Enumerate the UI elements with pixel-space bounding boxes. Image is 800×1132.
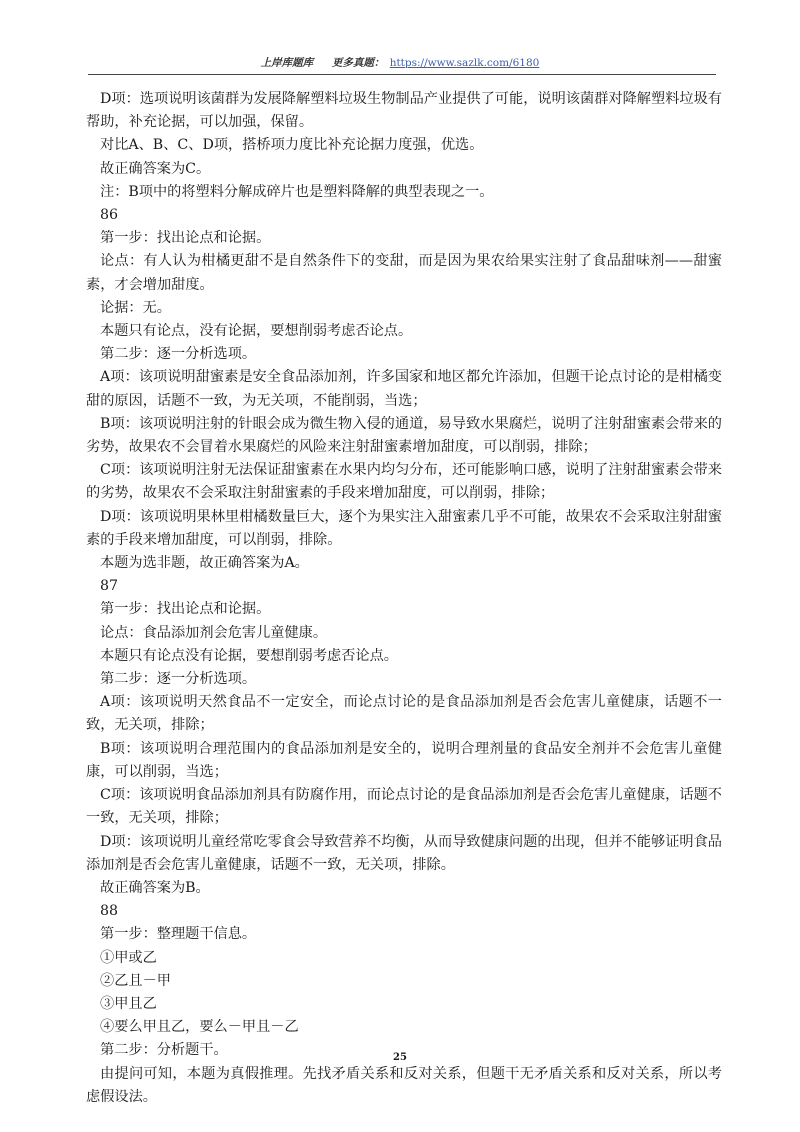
paragraph: 第一步：整理题干信息。 bbox=[100, 926, 257, 943]
paragraph: 本题只有论点，没有论据，要想削弱考虑否论点。 bbox=[100, 323, 413, 340]
paragraph: 注：B项中的将塑料分解成碎片也是塑料降解的典型表现之一。 bbox=[100, 183, 494, 200]
header-brand: 上岸库题库 bbox=[260, 57, 314, 69]
paragraph: 第一步：找出论点和论据。 bbox=[100, 601, 271, 618]
question-number: 88 bbox=[100, 903, 119, 920]
paragraph: D项：该项说明儿童经常吃零食会导致营养不均衡，从而导致健康问题的出现，但并不能够证明食品添加剂是否会危害儿童健康，话题不一致，无关项，排除。 bbox=[86, 833, 722, 873]
paragraph: ②乙且－甲 bbox=[100, 972, 171, 989]
header-label: 更多真题： bbox=[331, 57, 385, 69]
page-content bbox=[86, 88, 722, 1109]
paragraph: 本题为选非题，故正确答案为A。 bbox=[100, 555, 309, 572]
paragraph: ①甲或乙 bbox=[100, 949, 157, 966]
page-header bbox=[0, 56, 800, 70]
header-link[interactable]: https://www.sazlk.com/6180 bbox=[389, 57, 540, 69]
paragraph: C项：该项说明食品添加剂具有防腐作用，而论点讨论的是食品添加剂是否会危害儿童健康，话题不一致，无关项，排除； bbox=[86, 787, 722, 827]
paragraph: 论据：无。 bbox=[100, 299, 171, 316]
paragraph: ④要么甲且乙，要么－甲且－乙 bbox=[100, 1019, 299, 1036]
paragraph: 对比A、B、C、D项，搭桥项力度比补充论据力度强，优选。 bbox=[100, 137, 484, 154]
paragraph: 本题只有论点没有论据，要想削弱考虑否论点。 bbox=[100, 647, 398, 664]
question-number: 86 bbox=[100, 207, 119, 224]
paragraph: A项：该项说明甜蜜素是安全食品添加剂，许多国家和地区都允许添加，但题干论点讨论的是柑橘变甜的原因，话题不一致，为无关项，不能削弱，当选； bbox=[86, 369, 722, 409]
paragraph: 故正确答案为C。 bbox=[100, 160, 211, 177]
paragraph: 第二步：逐一分析选项。 bbox=[100, 671, 257, 688]
page-number: 25 bbox=[393, 1052, 407, 1063]
question-number: 87 bbox=[100, 578, 119, 595]
paragraph: D项：该项说明果林里柑橘数量巨大，逐个为果实注入甜蜜素几乎不可能，故果农不会采取注射甜蜜素的手段来增加甜度，可以削弱，排除。 bbox=[86, 508, 722, 548]
paragraph: 第二步：逐一分析选项。 bbox=[100, 346, 257, 363]
paragraph: B项：该项说明合理范围内的食品添加剂是安全的，说明合理剂量的食品安全剂并不会危害儿童健康，可以削弱，当选； bbox=[86, 740, 722, 780]
paragraph: 由提问可知，本题为真假推理。先找矛盾关系和反对关系，但题干无矛盾关系和反对关系，所以考虑假设法。 bbox=[86, 1065, 722, 1105]
paragraph: A项：该项说明天然食品不一定安全，而论点讨论的是食品添加剂是否会危害儿童健康，话题不一致，无关项，排除； bbox=[86, 694, 722, 734]
paragraph: 论点：食品添加剂会危害儿童健康。 bbox=[100, 624, 328, 641]
paragraph: 第二步：分析题干。 bbox=[100, 1042, 228, 1059]
paragraph: D项：选项说明该菌群为发展降解塑料垃圾生物制品产业提供了可能，说明该菌群对降解塑料垃圾有帮助，补充论据，可以加强，保留。 bbox=[86, 91, 722, 131]
paragraph: 论点：有人认为柑橘更甜不是自然条件下的变甜，而是因为果农给果实注射了食品甜味剂——甜蜜素，才会增加甜度。 bbox=[86, 253, 722, 293]
paragraph: B项：该项说明注射的针眼会成为微生物入侵的通道，易导致水果腐烂，说明了注射甜蜜素会带来的劣势，故果农不会冒着水果腐烂的风险来注射甜蜜素增加甜度，可以削弱，排除； bbox=[86, 415, 722, 456]
paragraph: C项：该项说明注射无法保证甜蜜素在水果内均匀分布，还可能影响口感，说明了注射甜蜜素会带来的劣势，故果农不会采取注射甜蜜素的手段来增加甜度，可以削弱，排除； bbox=[86, 462, 722, 502]
header-divider bbox=[88, 74, 716, 75]
paragraph: ③甲且乙 bbox=[100, 995, 157, 1012]
paragraph: 故正确答案为B。 bbox=[100, 879, 210, 896]
paragraph: 第一步：找出论点和论据。 bbox=[100, 230, 271, 247]
